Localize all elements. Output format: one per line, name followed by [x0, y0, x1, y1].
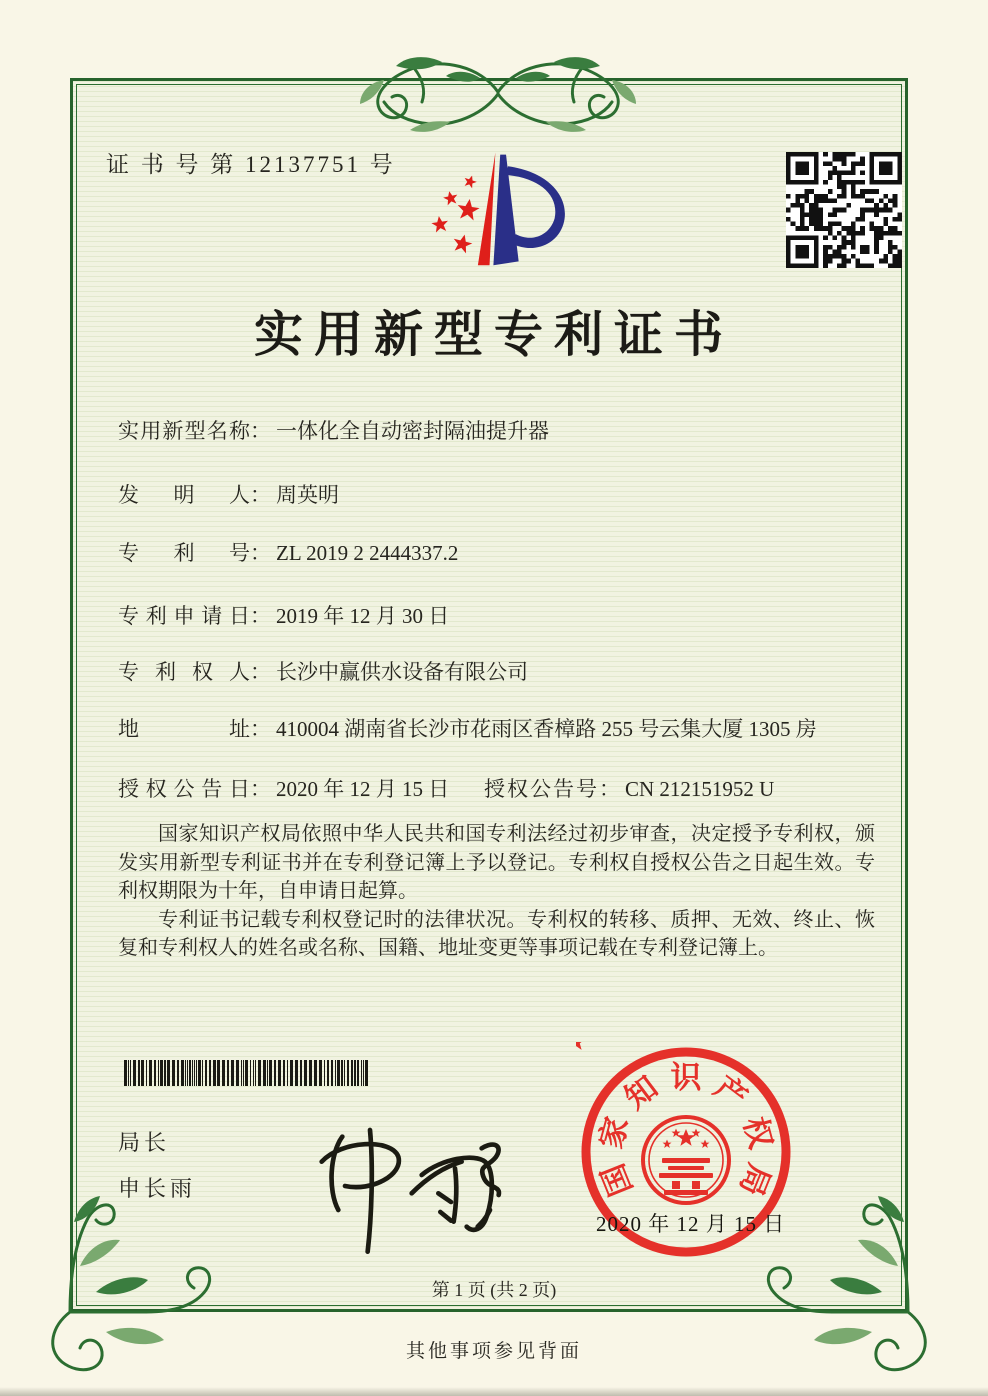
seal-char: 家	[593, 1113, 635, 1153]
seal-char: 知	[618, 1069, 665, 1116]
seal-char: 产	[707, 1069, 754, 1116]
qr-code	[786, 152, 902, 268]
field-colon: ：	[250, 419, 271, 443]
field-label: 实 用 新 型 名 称	[118, 419, 250, 443]
certificate-title: 实用新型专利证书	[253, 307, 734, 362]
field-colon: ：	[599, 777, 620, 801]
top-center-flourish-ornament	[330, 44, 666, 132]
field-row-patentee	[118, 656, 528, 686]
barcode	[124, 1060, 372, 1086]
field-row-grant	[118, 773, 775, 803]
page-number: 第 1 页 (共 2 页)	[431, 1280, 557, 1300]
field-label: 专 利 权 人	[118, 660, 250, 684]
seal-char: 局	[733, 1158, 778, 1201]
field-value: 一体化全自动密封隔油提升器	[276, 419, 549, 443]
field-value: 2020 年 12 月 15 日	[276, 777, 450, 801]
commissioner-name: 申长雨	[118, 1176, 197, 1201]
back-side-note: 其他事项参见背面	[405, 1341, 582, 1362]
paper-bottom-edge	[0, 1387, 988, 1396]
cnipa-logo	[408, 138, 573, 276]
field-label: 授 权 公 告 日	[118, 777, 250, 801]
legal-paragraph-2: 专利证书记载专利权登记时的法律状况。专利权的转移、质押、无效、终止、恢复和专利权人的姓名或名称、国籍、地址变更等事项记载在专利登记簿上。	[118, 908, 875, 959]
legal-paragraph-1: 国家知识产权局依照中华人民共和国专利法经过初步审查，决定授予专利权，颁发实用新型专利证书并在专利登记簿上予以登记。专利权自授权公告之日起生效。专利权期限为十年，自申请日起算。	[118, 823, 875, 902]
field-value: CN 212151952 U	[625, 777, 775, 801]
field-colon: ：	[250, 777, 271, 801]
field-row-patent-no	[118, 537, 458, 567]
field-label: 授权公告号	[484, 777, 599, 801]
commissioner-signature	[255, 1100, 515, 1270]
field-row-name	[118, 415, 549, 445]
field-colon: ：	[250, 717, 271, 741]
field-value: 410004 湖南省长沙市花雨区香樟路 255 号云集大厦 1305 房	[276, 717, 817, 741]
field-value: 长沙中赢供水设备有限公司	[276, 660, 528, 684]
field-row-address	[118, 713, 817, 743]
field-colon: ：	[250, 541, 271, 565]
field-colon: ：	[250, 483, 271, 507]
field-grant-no	[484, 773, 774, 803]
field-value: 周英明	[276, 483, 339, 507]
logo-red-wedge	[478, 153, 495, 266]
field-label: 专 利 申 请 日	[118, 604, 250, 628]
field-row-filing-date	[118, 600, 449, 630]
seal-char: 国	[594, 1158, 639, 1201]
certificate-number: 证 书 号 第 12137751 号	[106, 152, 396, 177]
commissioner-title: 局长	[118, 1130, 171, 1155]
field-colon: ：	[250, 604, 271, 628]
field-label: 地 址	[118, 717, 250, 741]
legal-text-block	[118, 820, 875, 963]
seal-char: 权	[737, 1113, 779, 1153]
field-value: ZL 2019 2 2444337.2	[276, 541, 459, 565]
field-label: 专 利 号	[118, 541, 250, 565]
grant-seal-date: 2020 年 12 月 15 日	[596, 1212, 786, 1236]
seal-char: 识	[670, 1060, 702, 1095]
field-row-inventor	[118, 479, 339, 509]
field-colon: ：	[250, 660, 271, 684]
field-label: 发 明 人	[118, 483, 250, 507]
field-value: 2019 年 12 月 30 日	[276, 604, 450, 628]
